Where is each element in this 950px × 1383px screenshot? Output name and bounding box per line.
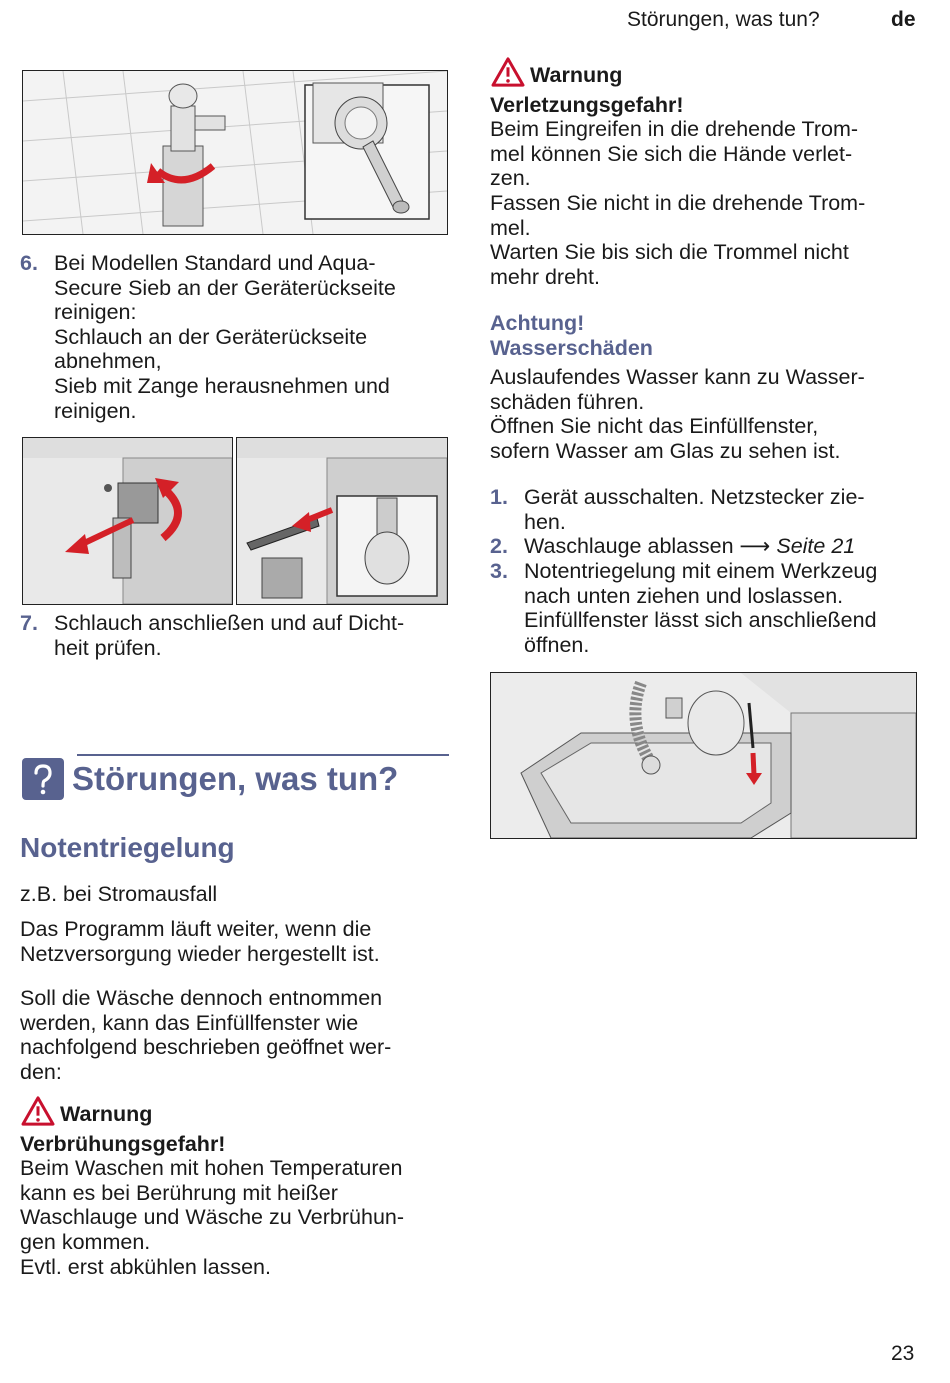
intro-text: z.B. bei Stromausfall — [20, 882, 218, 906]
step-text-line: Bei Modellen Standard und Aqua- — [54, 251, 376, 275]
tap-filter-illustration — [22, 70, 448, 235]
section-title: Störungen, was tun? — [72, 760, 399, 797]
warning-text-line: gen kommen. — [20, 1229, 151, 1254]
subsection-title: Notentriegelung — [20, 832, 235, 863]
step-text-line: nach unten ziehen und loslassen. — [524, 583, 844, 608]
step-number: 7. — [20, 611, 38, 635]
warning-triangle-icon — [20, 1096, 56, 1132]
step-2 — [490, 534, 930, 559]
step-text-line: Notentriegelung mit einem Werkzeug — [524, 559, 878, 583]
step-text-line: Schlauch an der Geräterückseite — [54, 324, 368, 349]
page-reference-link[interactable]: Seite 21 — [776, 534, 856, 558]
step-6 — [20, 251, 450, 423]
step-7 — [20, 611, 450, 660]
step-number: 1. — [490, 485, 508, 509]
step-text-line: reinigen: — [54, 300, 137, 325]
step-text-line: Secure Sieb an der Geräterückseite — [54, 275, 396, 300]
section-rule — [77, 754, 449, 756]
step-text-line: heit prüfen. — [54, 635, 162, 660]
step-text-line: Gerät ausschalten. Netzstecker zie- — [524, 485, 865, 509]
paragraph-line: werden, kann das Einfüllfenster wie — [20, 1010, 359, 1035]
water-damage-caution — [490, 311, 930, 464]
warning-text-line: Evtl. erst abkühlen lassen. — [20, 1254, 271, 1279]
warning-label: Warnung — [60, 1101, 153, 1126]
step-text-line: reinigen. — [54, 398, 137, 423]
step-text-line: Sieb mit Zange herausnehmen und — [54, 373, 390, 398]
paragraph-1 — [20, 917, 380, 966]
warning-text-line: mel. — [490, 215, 531, 240]
step-text-line: Einfüllfenster lässt sich anschließend — [524, 608, 877, 633]
paragraph-line: Netzversorgung wieder hergestellt ist. — [20, 941, 380, 966]
language-code: de — [891, 8, 916, 31]
warning-text-line: kann es bei Berührung mit heißer — [20, 1180, 338, 1205]
caution-title: Wasserschäden — [490, 335, 653, 360]
caution-text-line: Auslaufendes Wasser kann zu Wasser- — [490, 365, 865, 390]
paragraph-line: nachfolgend beschrieben geöffnet wer- — [20, 1035, 392, 1060]
warning-text-line: Beim Waschen mit hohen Temperaturen — [20, 1156, 403, 1181]
scald-warning — [20, 1096, 450, 1279]
step-number: 3. — [490, 559, 508, 583]
step-text-line: abnehmen, — [54, 349, 162, 374]
warning-text-line: Fassen Sie nicht in die drehende Trom- — [490, 190, 866, 215]
paragraph-line: Soll die Wäsche dennoch entnommen — [20, 986, 383, 1010]
paragraph-2 — [20, 986, 391, 1084]
warning-label: Warnung — [530, 62, 623, 87]
warning-text-line: zen. — [490, 166, 531, 191]
page-number: 23 — [891, 1342, 915, 1365]
hose-removal-illustration — [22, 437, 233, 605]
warning-title: Verbrühungsgefahr! — [20, 1131, 226, 1156]
reference-arrow-icon: ⟶ — [739, 534, 771, 558]
injury-warning — [490, 57, 930, 289]
warning-triangle-icon — [490, 57, 526, 93]
step-number: 6. — [20, 251, 38, 275]
step-text-line: hen. — [524, 509, 566, 534]
running-header-title: Störungen, was tun? — [627, 8, 820, 31]
sieve-pliers-illustration — [236, 437, 448, 605]
caution-text-line: schäden führen. — [490, 389, 645, 414]
warning-text-line: Beim Eingreifen in die drehende Trom- — [490, 117, 859, 142]
question-mark-icon — [22, 758, 64, 800]
warning-text-line: mel können Sie sich die Hände verlet- — [490, 141, 853, 166]
warning-text-line: Warten Sie bis sich die Trommel nicht — [490, 240, 849, 265]
step-text-line: Schlauch anschließen und auf Dicht- — [54, 611, 405, 635]
warning-text-line: mehr dreht. — [490, 264, 600, 289]
step-number: 2. — [490, 534, 508, 558]
paragraph-line: Das Programm läuft weiter, wenn die — [20, 917, 372, 941]
warning-title: Verletzungsgefahr! — [490, 92, 684, 117]
paragraph-line: den: — [20, 1059, 62, 1084]
warning-text-line: Waschlauge und Wäsche zu Verbrühun- — [20, 1205, 405, 1230]
caution-label: Achtung! — [490, 311, 585, 335]
caution-text-line: Öffnen Sie nicht das Einfüllfenster, — [490, 414, 819, 439]
caution-text-line: sofern Wasser am Glas zu sehen ist. — [490, 438, 841, 463]
emergency-release-illustration — [490, 672, 917, 839]
step-text: Waschlauge ablassen — [524, 534, 734, 558]
step-1 — [490, 485, 930, 534]
step-3 — [490, 559, 930, 657]
step-text-line: öffnen. — [524, 632, 590, 657]
